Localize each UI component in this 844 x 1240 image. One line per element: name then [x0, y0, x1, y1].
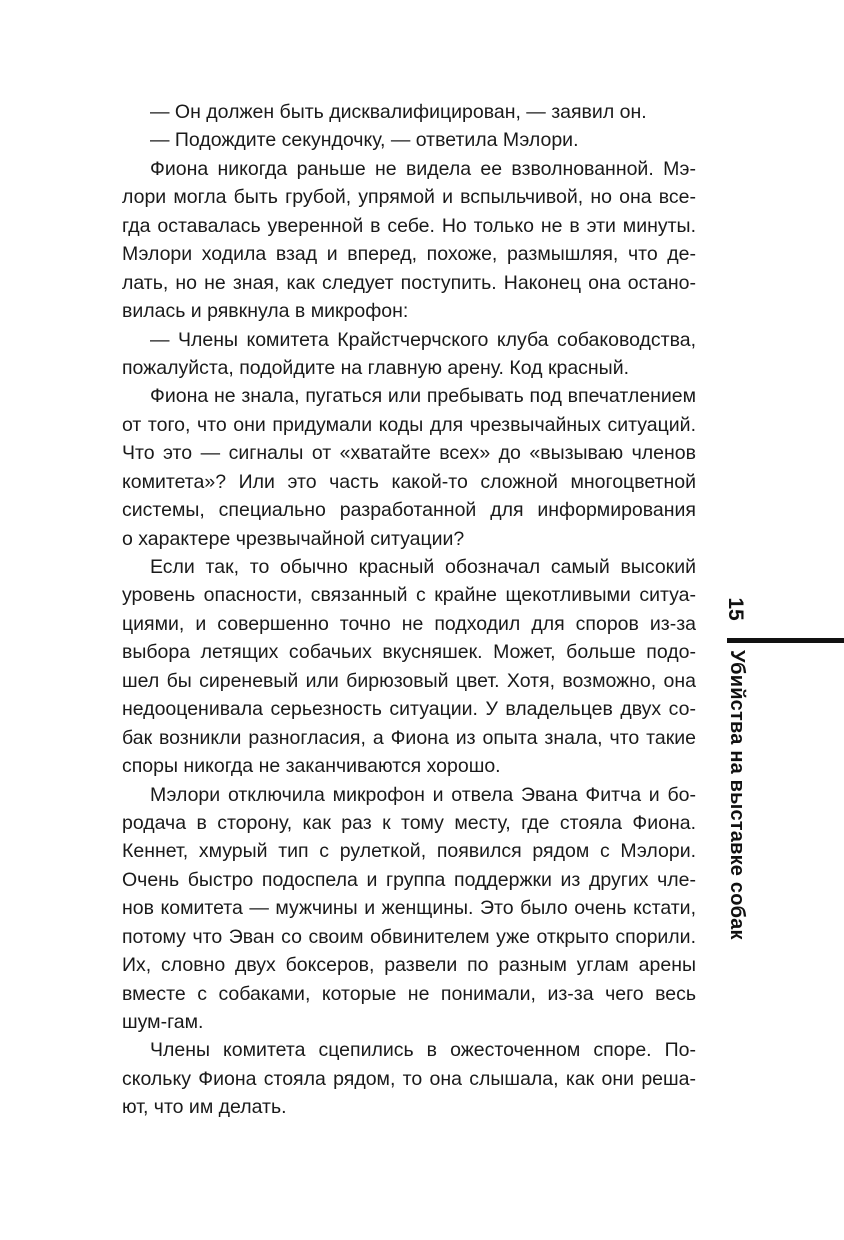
- text-line: от того, что они придумали коды для чрезвычайных ситуаций.: [122, 413, 696, 436]
- text-line: — Он должен быть дисквалифицирован, — заявил он.: [150, 101, 647, 123]
- text-line: потому что Эван со своим обвинителем уже открыто спорили.: [122, 925, 696, 948]
- text-line: Кеннет, хмурый тип с рулеткой, появился рядом с Мэлори.: [122, 840, 696, 863]
- text-line: — Члены комитета Крайстчерчского клуба собаководства,: [150, 328, 696, 351]
- text-line: Члены комитета сцепились в ожесточенном споре. По-: [150, 1039, 696, 1062]
- page-number: 15: [724, 597, 748, 621]
- text-line: Что это — сигналы от «хватайте всех» до «вызываю членов: [122, 442, 696, 465]
- text-line: споры никогда не заканчиваются хорошо.: [122, 755, 501, 778]
- text-line: выбора летящих собачьих вкусняшек. Может, больше подо-: [122, 641, 696, 664]
- text-line: скольку Фиона стояла рядом, то она слышала, как они реша-: [122, 1067, 696, 1090]
- text-line: — Подождите секундочку, — ответила Мэлори.: [150, 129, 579, 152]
- running-title-text: Убийства на выставке собак: [726, 650, 748, 940]
- text-line: системы, специально разработанной для информирования: [122, 499, 696, 522]
- text-line: Очень быстро подоспела и группа поддержки из других чле-: [122, 868, 696, 891]
- text-line: Фиона не знала, пугаться или пребывать под впечатлением: [150, 385, 696, 408]
- text-line: о характере чрезвычайной ситуации?: [122, 527, 465, 550]
- text-line: бак возникли разногласия, а Фиона из опыта знала, что такие: [122, 726, 696, 749]
- text-line: гда оставалась уверенной в себе. Но только не в эти минуты.: [122, 214, 696, 237]
- text-line: комитета»? Или это часть какой-то сложной многоцветной: [122, 470, 696, 493]
- text-line: родача в сторону, как раз к тому месту, где стояла Фиона.: [122, 811, 696, 834]
- text-line: недооценивала серьезность ситуации. У владельцев двух со-: [122, 698, 696, 721]
- book-page-text: [122, 98, 696, 1122]
- text-line: лать, но не зная, как следует поступить. Наконец она остано-: [122, 271, 696, 294]
- text-line: нов комитета — мужчины и женщины. Это было очень кстати,: [122, 897, 696, 920]
- text-line: ют, что им делать.: [122, 1096, 287, 1119]
- text-line: шел бы сиреневый или бирюзовый цвет. Хотя, возможно, она: [122, 669, 696, 692]
- text-line: вместе с собаками, которые не понимали, из-за чего весь: [122, 982, 696, 1005]
- text-line: Фиона никогда раньше не видела ее взволнованной. Мэ-: [150, 157, 696, 180]
- text-line: Мэлори отключила микрофон и отвела Эвана Фитча и бо-: [150, 783, 696, 806]
- text-line: шум-гам.: [122, 1011, 204, 1033]
- text-line: уровень опасности, связанный с крайне щекотливыми ситуа-: [122, 584, 696, 607]
- text-line: лори могла быть грубой, упрямой и вспыльчивой, но она все-: [122, 186, 696, 209]
- text-line: Если так, то обычно красный обозначал самый высокий: [150, 556, 696, 578]
- text-line: вилась и рявкнула в микрофон:: [122, 300, 409, 323]
- side-tab-bar: [727, 638, 844, 643]
- text-line: Их, словно двух боксеров, развели по разным углам арены: [122, 954, 696, 977]
- text-line: циями, и совершенно точно не подходил для споров из-за: [122, 612, 696, 635]
- text-line: Мэлори ходила взад и вперед, похоже, размышляя, что де-: [122, 243, 696, 266]
- text-line: пожалуйста, подойдите на главную арену. Код красный.: [122, 356, 630, 379]
